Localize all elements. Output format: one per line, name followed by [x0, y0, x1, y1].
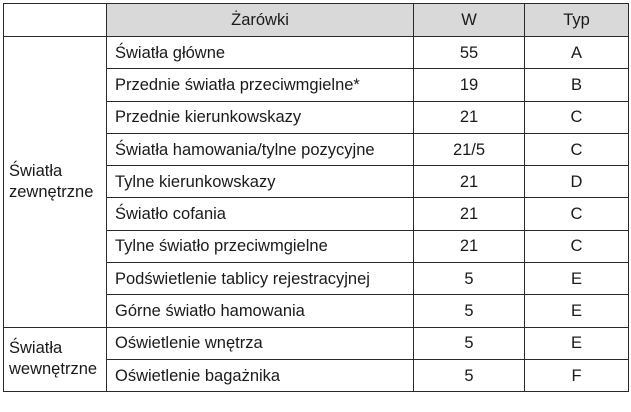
- bulb-name: Górne światło hamowania: [107, 295, 414, 327]
- bulb-specification-table: [3, 3, 629, 392]
- bulb-watt: 21: [414, 198, 525, 230]
- bulb-type: B: [525, 69, 629, 101]
- bulb-type: C: [525, 230, 629, 262]
- bulb-type: C: [525, 101, 629, 133]
- table-body: [4, 37, 629, 392]
- bulb-watt: 55: [414, 37, 525, 69]
- bulb-name: Światło cofania: [107, 198, 414, 230]
- bulb-type: E: [525, 327, 629, 359]
- bulb-watt: 21/5: [414, 133, 525, 165]
- bulb-name: Podświetlenie tablicy rejestracyjnej: [107, 263, 414, 295]
- bulb-name: Tylne światło przeciwmgielne: [107, 230, 414, 262]
- group-label-line: Światła: [9, 161, 63, 180]
- bulb-type: E: [525, 295, 629, 327]
- group-label-interior: [4, 327, 107, 392]
- group-label-line: Światła: [9, 339, 63, 358]
- bulb-watt: 21: [414, 166, 525, 198]
- bulb-name: Przednie światła przeciwmgielne*: [107, 69, 414, 101]
- bulb-watt: 5: [414, 295, 525, 327]
- header-group: [4, 4, 107, 37]
- bulb-type: D: [525, 166, 629, 198]
- bulb-name: Światła główne: [107, 37, 414, 69]
- group-label-line: wewnętrzne: [9, 360, 98, 379]
- header-bulbs: Żarówki: [107, 4, 414, 37]
- group-label-exterior: [4, 37, 107, 328]
- bulb-type: F: [525, 359, 629, 391]
- bulb-name: Oświetlenie bagażnika: [107, 359, 414, 391]
- table-header-row: [4, 4, 629, 37]
- bulb-watt: 21: [414, 230, 525, 262]
- bulb-watt: 5: [414, 263, 525, 295]
- bulb-watt: 21: [414, 101, 525, 133]
- bulb-name: Oświetlenie wnętrza: [107, 327, 414, 359]
- bulb-name: Przednie kierunkowskazy: [107, 101, 414, 133]
- bulb-type: C: [525, 198, 629, 230]
- group-label-line: zewnętrzne: [9, 182, 94, 201]
- table-row: [4, 37, 629, 69]
- bulb-watt: 19: [414, 69, 525, 101]
- table-row: [4, 327, 629, 359]
- bulb-type: E: [525, 263, 629, 295]
- bulb-name: Światła hamowania/tylne pozycyjne: [107, 133, 414, 165]
- bulb-watt: 5: [414, 359, 525, 391]
- header-watt: W: [414, 4, 525, 37]
- bulb-name: Tylne kierunkowskazy: [107, 166, 414, 198]
- bulb-watt: 5: [414, 327, 525, 359]
- bulb-type: C: [525, 133, 629, 165]
- bulb-type: A: [525, 37, 629, 69]
- header-type: Typ: [525, 4, 629, 37]
